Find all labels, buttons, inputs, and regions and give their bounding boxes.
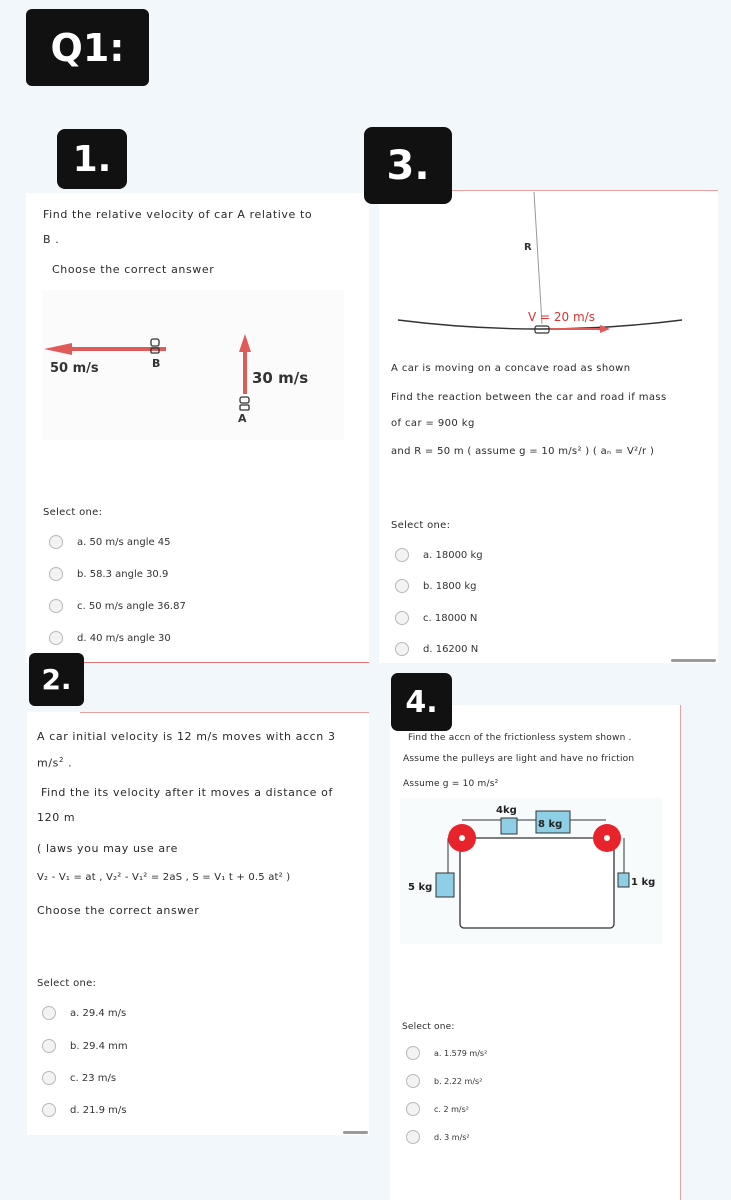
table-body (460, 838, 614, 928)
question-3-select-label: Select one: (391, 520, 451, 531)
question-4-number-text: 4. (405, 684, 438, 720)
question-4-figure (400, 798, 662, 944)
question-4-select-label: Select one: (402, 1022, 455, 1032)
car-a-label: A (238, 412, 247, 425)
option-label: d. 16200 N (423, 643, 479, 655)
title-badge (26, 9, 149, 86)
question-1-number-text: 1. (72, 138, 112, 180)
question-3-line4: and R = 50 m ( assume g = 10 m/s² ) ( aₙ = V²/r ) (391, 446, 655, 457)
option-label: a. 50 m/s angle 45 (77, 536, 171, 548)
question-3-line3: of car = 900 kg (391, 418, 475, 429)
option-label: c. 2 m/s² (434, 1104, 469, 1114)
radio-button[interactable] (406, 1074, 420, 1088)
option-label: a. 18000 kg (423, 549, 483, 561)
right-pulley-icon (593, 824, 621, 852)
question-3-option-a[interactable] (395, 548, 483, 562)
question-1-instruction: Choose the correct answer (52, 263, 215, 276)
question-4-line3: Assume g = 10 m/s² (403, 779, 499, 789)
question-1-option-b[interactable] (49, 567, 168, 581)
radio-button[interactable] (395, 611, 409, 625)
question-2-line2: $m/s^2$ . (37, 756, 73, 770)
option-label: c. 18000 N (423, 612, 478, 624)
radio-button[interactable] (395, 642, 409, 656)
radius-line (534, 192, 542, 324)
question-3-number-text: 3. (386, 142, 430, 189)
question-2-top-border (80, 712, 369, 713)
question-2-line3: Find the its velocity after it moves a distance of (41, 786, 333, 799)
question-2-line4: 120 m (37, 811, 76, 824)
label-1kg: 1 kg (631, 877, 656, 888)
car-b-label: B (152, 357, 161, 370)
radio-button[interactable] (406, 1130, 420, 1144)
question-4-option-a[interactable] (406, 1046, 487, 1060)
radius-label: R (524, 242, 532, 253)
option-label: c. 50 m/s angle 36.87 (77, 600, 186, 612)
question-2-option-a[interactable] (42, 1006, 126, 1020)
radio-button[interactable] (42, 1071, 56, 1085)
question-1-divider (80, 662, 369, 663)
question-4-line2: Assume the pulleys are light and have no friction (403, 754, 635, 764)
option-label: d. 40 m/s angle 30 (77, 632, 171, 644)
radio-button[interactable] (406, 1102, 420, 1116)
title-text: Q1: (50, 25, 125, 70)
block-4kg (501, 818, 517, 834)
question-2-option-b[interactable] (42, 1039, 128, 1053)
question-3-line2: Find the reaction between the car and road if mass (391, 392, 667, 403)
question-1-select-label: Select one: (43, 507, 103, 518)
block-5kg (436, 873, 454, 897)
question-4-line1: Find the accn of the frictionless system shown . (408, 733, 632, 743)
question-1-option-a[interactable] (49, 535, 171, 549)
question-2-select-label: Select one: (37, 978, 97, 989)
question-4-option-b[interactable] (406, 1074, 482, 1088)
option-label: d. 3 m/s² (434, 1132, 470, 1142)
radio-button[interactable] (406, 1046, 420, 1060)
question-2-formula: V₂ - V₁ = at , V₂² - V₁² = 2aS , S = V₁ t + 0.5 at² ) (37, 872, 291, 883)
option-label: b. 2.22 m/s² (434, 1076, 483, 1086)
radio-button[interactable] (395, 579, 409, 593)
question-4-option-c[interactable] (406, 1102, 469, 1116)
radio-button[interactable] (42, 1103, 56, 1117)
block-1kg (618, 873, 629, 887)
label-8kg: 8 kg (538, 819, 563, 830)
option-label: b. 1800 kg (423, 580, 477, 592)
option-label: b. 58.3 angle 30.9 (77, 568, 169, 580)
velocity-label: V = 20 m/s (528, 310, 595, 324)
question-2-option-d[interactable] (42, 1103, 126, 1117)
question-3-scroll-edge (671, 659, 716, 662)
question-3-line1: A car is moving on a concave road as shown (391, 363, 631, 374)
question-2-scroll-edge (343, 1131, 368, 1134)
radio-button[interactable] (49, 599, 63, 613)
question-3-option-d[interactable] (395, 642, 478, 656)
question-2-line1: A car initial velocity is 12 m/s moves with accn 3 (37, 730, 336, 743)
option-label: b. 29.4 mm (70, 1040, 128, 1052)
radio-button[interactable] (49, 535, 63, 549)
question-1-option-d[interactable] (49, 631, 171, 645)
question-4-right-border (680, 705, 681, 1200)
question-4-number (391, 673, 452, 731)
option-label: a. 29.4 m/s (70, 1007, 127, 1019)
question-2-number (29, 653, 84, 706)
question-1-line2: B . (43, 233, 60, 246)
question-3-option-c[interactable] (395, 611, 477, 625)
question-3-option-b[interactable] (395, 579, 476, 593)
radio-button[interactable] (49, 567, 63, 581)
velocity-arrow-head (600, 325, 610, 333)
question-1-number (57, 129, 127, 189)
question-2-number-text: 2. (41, 663, 72, 696)
label-4kg: 4kg (496, 805, 517, 816)
radio-button[interactable] (42, 1039, 56, 1053)
left-pulley-icon (448, 824, 476, 852)
speed-b-label: 50 m/s (50, 361, 99, 376)
label-5kg: 5 kg (408, 882, 433, 893)
question-2-option-c[interactable] (42, 1071, 116, 1085)
option-label: c. 23 m/s (70, 1072, 117, 1084)
question-1-figure (42, 290, 344, 440)
radio-button[interactable] (395, 548, 409, 562)
option-label: a. 1.579 m/s² (434, 1048, 488, 1058)
question-2-instruction: Choose the correct answer (37, 904, 200, 917)
question-3-figure (390, 192, 690, 342)
question-3-top-border (440, 190, 718, 191)
arrow-a-shaft (243, 348, 247, 394)
option-label: d. 21.9 m/s (70, 1104, 127, 1116)
radio-button[interactable] (42, 1006, 56, 1020)
speed-a-label: 30 m/s (252, 369, 309, 387)
question-4-option-d[interactable] (406, 1130, 470, 1144)
radio-button[interactable] (49, 631, 63, 645)
question-1-line1: Find the relative velocity of car A relative to (43, 208, 313, 221)
question-1-option-c[interactable] (49, 599, 186, 613)
question-2-laws: ( laws you may use are (37, 842, 178, 855)
